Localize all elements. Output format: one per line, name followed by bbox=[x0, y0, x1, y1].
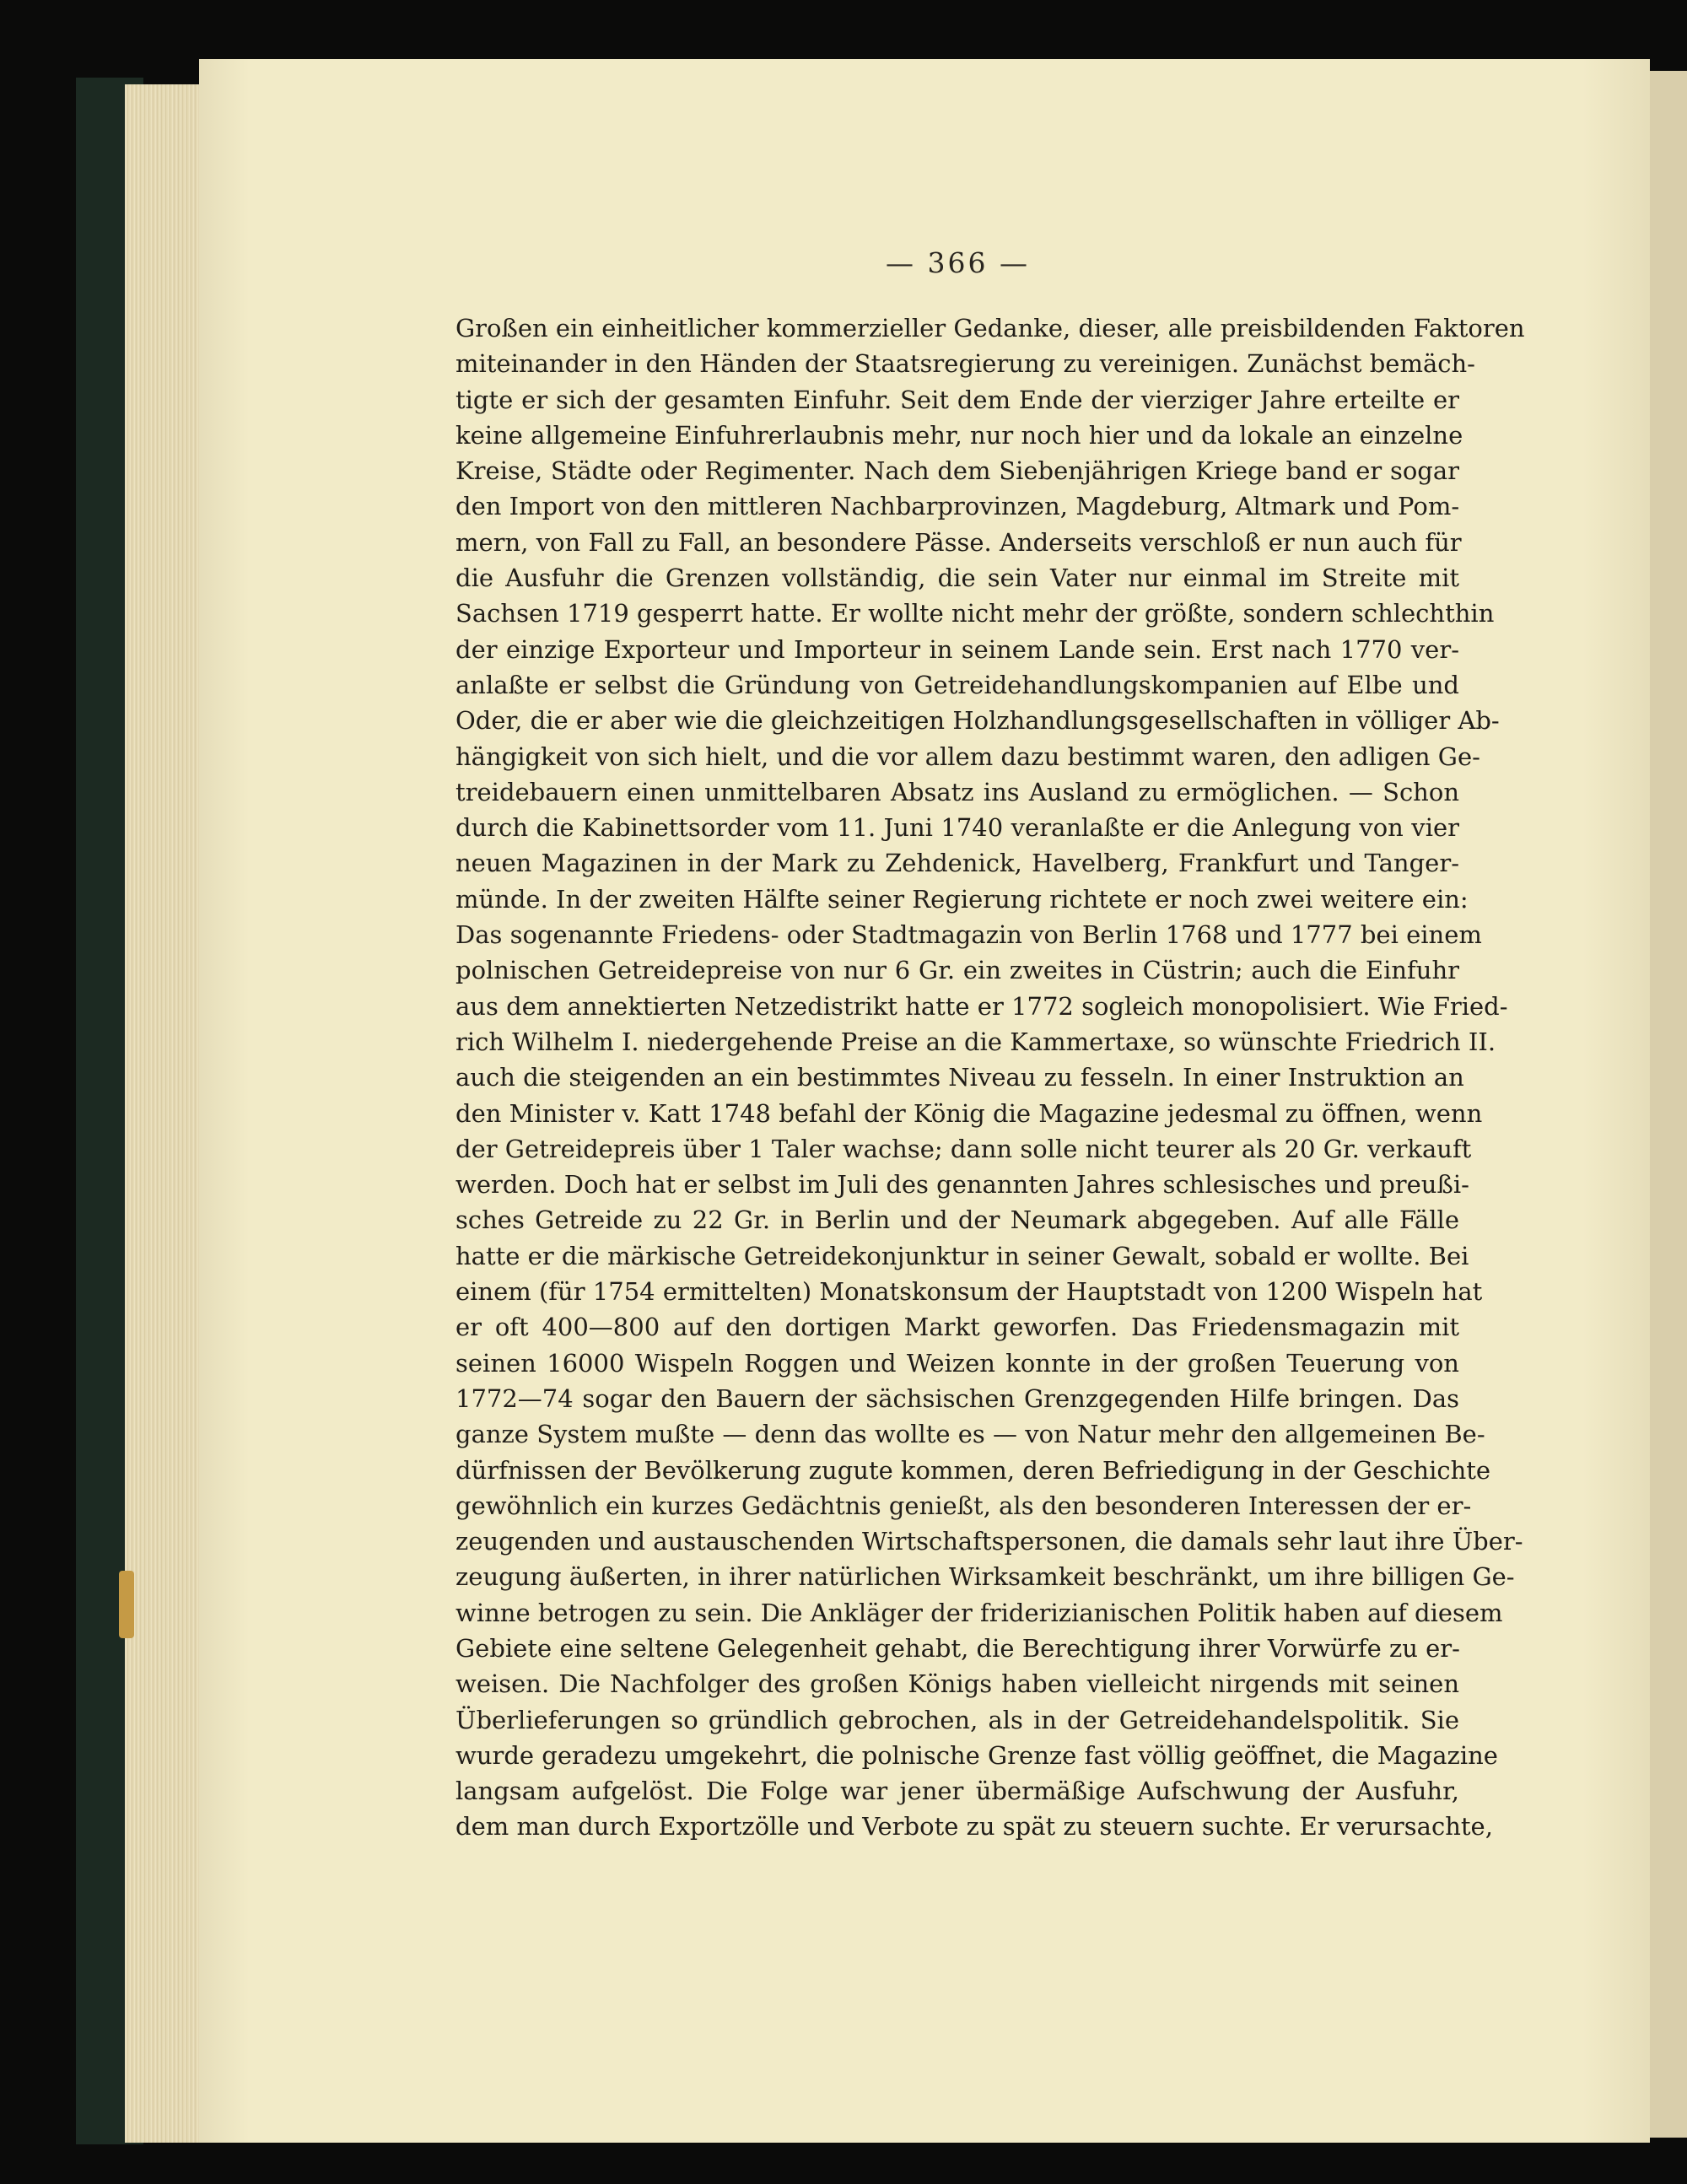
text-line: durch die Kabinettsorder vom 11. Juni 1740 veranlaßte er die Anlegung von vier bbox=[455, 813, 1459, 843]
text-line: aus dem annektierten Netzedistrikt hatte er 1772 sogleich monopolisiert. Wie Fried- bbox=[455, 991, 1508, 1021]
text-line: hatte er die märkische Getreidekonjunktur in seiner Gewalt, sobald er wollte. Bei bbox=[455, 1241, 1469, 1270]
text-line: rich Wilhelm I. niedergehende Preise an die Kammertaxe, so wünschte Friedrich II. bbox=[455, 1027, 1496, 1056]
text-line: den Import von den mittleren Nachbarprovinzen, Magdeburg, Altmark und Pom- bbox=[455, 492, 1460, 521]
text-line: dem man durch Exportzölle und Verbote zu spät zu steuern suchte. Er verursachte, bbox=[455, 1812, 1493, 1842]
text-line: Sachsen 1719 gesperrt hatte. Er wollte nicht mehr der größte, sondern schlechthin bbox=[455, 599, 1495, 628]
page-stack-edges bbox=[125, 84, 209, 2143]
text-line: zeugenden und austauschenden Wirtschaftspersonen, die damals sehr laut ihre Über- bbox=[455, 1527, 1523, 1556]
text-line: 1772—74 sogar den Bauern der sächsischen Grenzgegenden Hilfe bringen. Das bbox=[455, 1383, 1459, 1413]
text-line: seinen 16000 Wispeln Roggen und Weizen konnte in der großen Teuerung von bbox=[455, 1348, 1459, 1378]
text-line: weisen. Die Nachfolger des großen Königs haben vielleicht nirgends mit seinen bbox=[455, 1669, 1459, 1699]
text-line: langsam aufgelöst. Die Folge war jener übermäßige Aufschwung der Ausfuhr, bbox=[455, 1777, 1459, 1806]
text-line: neuen Magazinen in der Mark zu Zehdenick, Havelberg, Frankfurt und Tanger- bbox=[455, 849, 1459, 878]
next-page-edge bbox=[1650, 71, 1687, 2138]
text-line: mern, von Fall zu Fall, an besondere Pässe. Anderseits verschloß er nun auch für bbox=[455, 527, 1462, 557]
text-line: münde. In der zweiten Hälfte seiner Regierung richtete er noch zwei weitere ein: bbox=[455, 884, 1469, 914]
text-line: treidebauern einen unmittelbaren Absatz ins Ausland zu ermöglichen. — Schon bbox=[455, 777, 1459, 806]
text-line: werden. Doch hat er selbst im Juli des genannten Jahres schlesisches und preußi- bbox=[455, 1170, 1469, 1200]
text-line: Das sogenannte Friedens- oder Stadtmagazin von Berlin 1768 und 1777 bei einem bbox=[455, 920, 1482, 950]
text-line: polnischen Getreidepreise von nur 6 Gr. ein zweites in Cüstrin; auch die Einfuhr bbox=[455, 956, 1459, 985]
text-line: anlaßte er selbst die Gründung von Getreidehandlungskompanien auf Elbe und bbox=[455, 670, 1459, 699]
text-line: zeugung äußerten, in ihrer natürlichen Wirksamkeit beschränkt, um ihre billigen Ge- bbox=[455, 1562, 1515, 1592]
text-line: Oder, die er aber wie die gleichzeitigen Holzhandlungsgesellschaften in völliger Ab- bbox=[455, 706, 1500, 736]
text-line: hängigkeit von sich hielt, und die vor allem dazu bestimmt waren, den adligen Ge- bbox=[455, 741, 1480, 771]
text-line: die Ausfuhr die Grenzen vollständig, die sein Vater nur einmal im Streite mit bbox=[455, 564, 1459, 593]
text-line: er oft 400—800 auf den dortigen Markt geworfen. Das Friedensmagazin mit bbox=[455, 1313, 1459, 1342]
text-line: Überlieferungen so gründlich gebrochen, als in der Getreidehandelspolitik. Sie bbox=[455, 1705, 1459, 1734]
text-line: der Getreidepreis über 1 Taler wachse; dann solle nicht teurer als 20 Gr. verkauft bbox=[455, 1134, 1472, 1163]
text-line: Kreise, Städte oder Regimenter. Nach dem Siebenjährigen Kriege band er sogar bbox=[455, 456, 1459, 486]
text-line: den Minister v. Katt 1748 befahl der König die Magazine jedesmal zu öffnen, wenn bbox=[455, 1098, 1483, 1128]
text-line: gewöhnlich ein kurzes Gedächtnis genießt, als den besonderen Interessen der er- bbox=[455, 1491, 1472, 1520]
text-line: ganze System mußte — denn das wollte es — von Natur mehr den allgemeinen Be- bbox=[455, 1420, 1485, 1449]
text-line: dürfnissen der Bevölkerung zugute kommen, deren Befriedigung in der Geschichte bbox=[455, 1455, 1491, 1485]
text-line: auch die steigenden an ein bestimmtes Niveau zu fesseln. In einer Instruktion an bbox=[455, 1063, 1464, 1092]
body-text bbox=[455, 310, 1525, 1845]
text-line: Großen ein einheitlicher kommerzieller Gedanke, dieser, alle preisbildenden Faktoren bbox=[455, 314, 1525, 342]
text-line: einem (für 1754 ermittelten) Monatskonsum der Hauptstadt von 1200 Wispeln hat bbox=[455, 1277, 1483, 1307]
text-line: sches Getreide zu 22 Gr. in Berlin und der Neumark abgegeben. Auf alle Fälle bbox=[455, 1205, 1459, 1235]
text-line: winne betrogen zu sein. Die Ankläger der friderizianischen Politik haben auf diesem bbox=[455, 1598, 1503, 1627]
text-line: der einzige Exporteur und Importeur in seinem Lande sein. Erst nach 1770 ver- bbox=[455, 634, 1459, 664]
text-line: wurde geradezu umgekehrt, die polnische Grenze fast völlig geöffnet, die Magazine bbox=[455, 1740, 1498, 1770]
text-line: keine allgemeine Einfuhrerlaubnis mehr, nur noch hier und da lokale an einzelne bbox=[455, 420, 1463, 450]
page-number: — 366 — bbox=[886, 246, 1030, 279]
page-edge-mark bbox=[119, 1571, 134, 1638]
text-line: Gebiete eine seltene Gelegenheit gehabt, die Berechtigung ihrer Vorwürfe zu er- bbox=[455, 1633, 1460, 1663]
text-line: miteinander in den Händen der Staatsregierung zu vereinigen. Zunächst bemäch- bbox=[455, 349, 1475, 379]
text-line: tigte er sich der gesamten Einfuhr. Seit dem Ende der vierziger Jahre erteilte er bbox=[455, 385, 1459, 414]
